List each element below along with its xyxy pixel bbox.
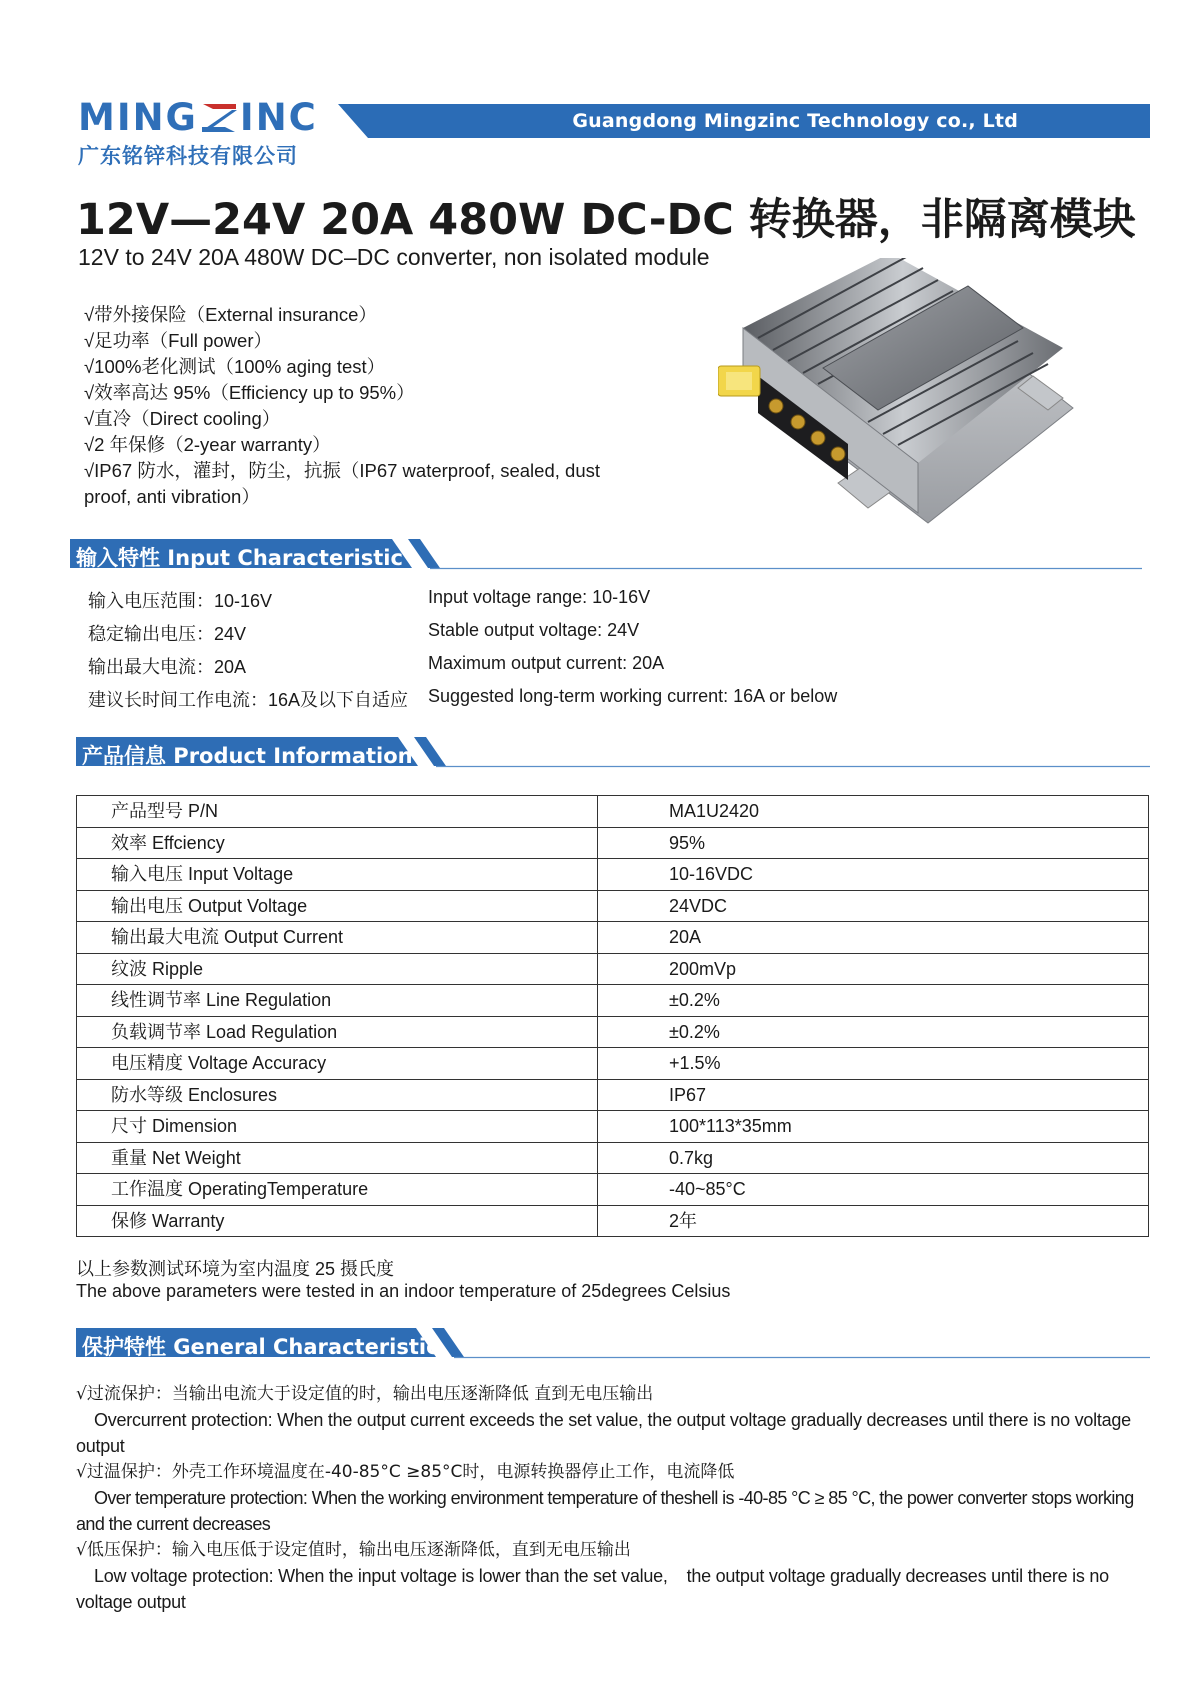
input-row-cn: 输出最大电流：20A bbox=[88, 657, 247, 677]
spec-key: 尺寸 Dimension bbox=[77, 1111, 598, 1143]
logo-z-mark-icon bbox=[199, 101, 239, 135]
table-row bbox=[77, 890, 1149, 922]
spec-table bbox=[76, 795, 1149, 1237]
header-band bbox=[338, 104, 1150, 138]
spec-key: 效率 Effciency bbox=[77, 827, 598, 859]
product-photo bbox=[718, 258, 1078, 528]
spec-value: 100*113*35mm bbox=[598, 1111, 1149, 1143]
table-row bbox=[77, 1174, 1149, 1206]
test-note-en: The above parameters were tested in an indoor temperature of 25degrees Celsius bbox=[76, 1281, 731, 1301]
table-row bbox=[77, 1016, 1149, 1048]
page-subtitle: 12V to 24V 20A 480W DC–DC converter, non isolated module bbox=[78, 244, 710, 270]
table-row bbox=[77, 827, 1149, 859]
spec-key: 负载调节率 Load Regulation bbox=[77, 1016, 598, 1048]
input-row-en: Stable output voltage: 24V bbox=[428, 620, 640, 640]
input-row-en: Maximum output current: 20A bbox=[428, 653, 665, 673]
protection-item-low-voltage bbox=[76, 1537, 1150, 1615]
protection-title: √过流保护：当输出电流大于设定值的时，输出电压逐渐降低 直到无电压输出 bbox=[76, 1384, 654, 1404]
logo-chinese-name: 广东铭锌科技有限公司 bbox=[78, 144, 298, 168]
input-row-cn: 建议长时间工作电流：16A及以下自适应 bbox=[88, 690, 409, 710]
protection-list bbox=[76, 1381, 1150, 1615]
feature-item: √IP67 防水，灌封，防尘，抗振（IP67 waterproof, sealed, dust proof, anti vibration） bbox=[84, 460, 600, 507]
spec-value: 2年 bbox=[598, 1205, 1149, 1237]
spec-value: IP67 bbox=[598, 1079, 1149, 1111]
spec-key: 输出电压 Output Voltage bbox=[77, 890, 598, 922]
spec-value: 10-16VDC bbox=[598, 859, 1149, 891]
protection-description: Over temperature protection: When the working environment temperature of theshell is -40-85 °C ≥ 85 °C, the power converter stops working and the current decreases bbox=[76, 1488, 1134, 1534]
section-title: 输入特性 Input Characteristic bbox=[76, 546, 403, 570]
spec-key: 输出最大电流 Output Current bbox=[77, 922, 598, 954]
input-row-en: Suggested long-term working current: 16A or below bbox=[428, 686, 838, 706]
feature-item: √直冷（Direct cooling） bbox=[84, 408, 281, 429]
spec-value: +1.5% bbox=[598, 1048, 1149, 1080]
spec-value: MA1U2420 bbox=[598, 796, 1149, 828]
spec-value: -40~85°C bbox=[598, 1174, 1149, 1206]
input-row-cn: 输入电压范围：10-16V bbox=[88, 591, 273, 611]
spec-key: 线性调节率 Line Regulation bbox=[77, 985, 598, 1017]
spec-value: 0.7kg bbox=[598, 1142, 1149, 1174]
protection-item-over-temperature bbox=[76, 1459, 1150, 1537]
spec-key: 输入电压 Input Voltage bbox=[77, 859, 598, 891]
feature-item: √带外接保险（External insurance） bbox=[84, 304, 377, 325]
feature-list bbox=[84, 302, 644, 510]
company-logo bbox=[78, 98, 318, 170]
table-row bbox=[77, 922, 1149, 954]
spec-key: 产品型号 P/N bbox=[77, 796, 598, 828]
protection-title: √低压保护：输入电压低于设定值时，输出电压逐渐降低，直到无电压输出 bbox=[76, 1540, 631, 1560]
section-general-characteristic bbox=[76, 1326, 1150, 1362]
table-row bbox=[77, 1111, 1149, 1143]
section-input-characteristic bbox=[70, 537, 1142, 573]
feature-item: √足功率（Full power） bbox=[84, 330, 272, 351]
table-row bbox=[77, 796, 1149, 828]
logo-text-right: INC bbox=[239, 96, 318, 139]
spec-value: ±0.2% bbox=[598, 985, 1149, 1017]
feature-item: √效率高达 95%（Efficiency up to 95%） bbox=[84, 382, 415, 403]
protection-title: √过温保护：外壳工作环境温度在-40-85°C ≥85°C时，电源转换器停止工作，电流降低 bbox=[76, 1462, 735, 1482]
section-title: 保护特性 General Characteristic bbox=[82, 1335, 439, 1359]
protection-item-overcurrent bbox=[76, 1381, 1150, 1459]
section-title: 产品信息 Product Information bbox=[82, 744, 413, 768]
table-row bbox=[77, 985, 1149, 1017]
page-title: 12V—24V 20A 480W DC-DC 转换器，非隔离模块 bbox=[76, 195, 1136, 245]
spec-value: 95% bbox=[598, 827, 1149, 859]
table-row bbox=[77, 953, 1149, 985]
section-product-information bbox=[76, 735, 1150, 771]
spec-key: 重量 Net Weight bbox=[77, 1142, 598, 1174]
spec-key: 工作温度 OperatingTemperature bbox=[77, 1174, 598, 1206]
spec-key: 防水等级 Enclosures bbox=[77, 1079, 598, 1111]
spec-key: 电压精度 Voltage Accuracy bbox=[77, 1048, 598, 1080]
input-row-en: Input voltage range: 10-16V bbox=[428, 587, 651, 607]
table-row bbox=[77, 1205, 1149, 1237]
table-row bbox=[77, 1048, 1149, 1080]
logo-wordmark bbox=[78, 98, 318, 138]
spec-value: 24VDC bbox=[598, 890, 1149, 922]
spec-key: 保修 Warranty bbox=[77, 1205, 598, 1237]
logo-text-left: MING bbox=[78, 96, 198, 139]
table-row bbox=[77, 1142, 1149, 1174]
company-name: Guangdong Mingzinc Technology co., Ltd bbox=[572, 110, 1018, 132]
test-note-cn: 以上参数测试环境为室内温度 25 摄氏度 bbox=[76, 1259, 395, 1279]
protection-description: Low voltage protection: When the input voltage is lower than the set value, the output voltage gradually decreases until there is no voltage output bbox=[76, 1566, 1114, 1612]
spec-value: 20A bbox=[598, 922, 1149, 954]
spec-value: 200mVp bbox=[598, 953, 1149, 985]
input-row-cn: 稳定输出电压：24V bbox=[88, 624, 247, 644]
protection-description: Overcurrent protection: When the output current exceeds the set value, the output voltage gradually decreases until there is no voltage output bbox=[76, 1410, 1131, 1456]
feature-item: √100%老化测试（100% aging test） bbox=[84, 356, 386, 377]
spec-key: 纹波 Ripple bbox=[77, 953, 598, 985]
feature-item: √2 年保修（2-year warranty） bbox=[84, 434, 331, 455]
table-row bbox=[77, 859, 1149, 891]
table-row bbox=[77, 1079, 1149, 1111]
spec-value: ±0.2% bbox=[598, 1016, 1149, 1048]
